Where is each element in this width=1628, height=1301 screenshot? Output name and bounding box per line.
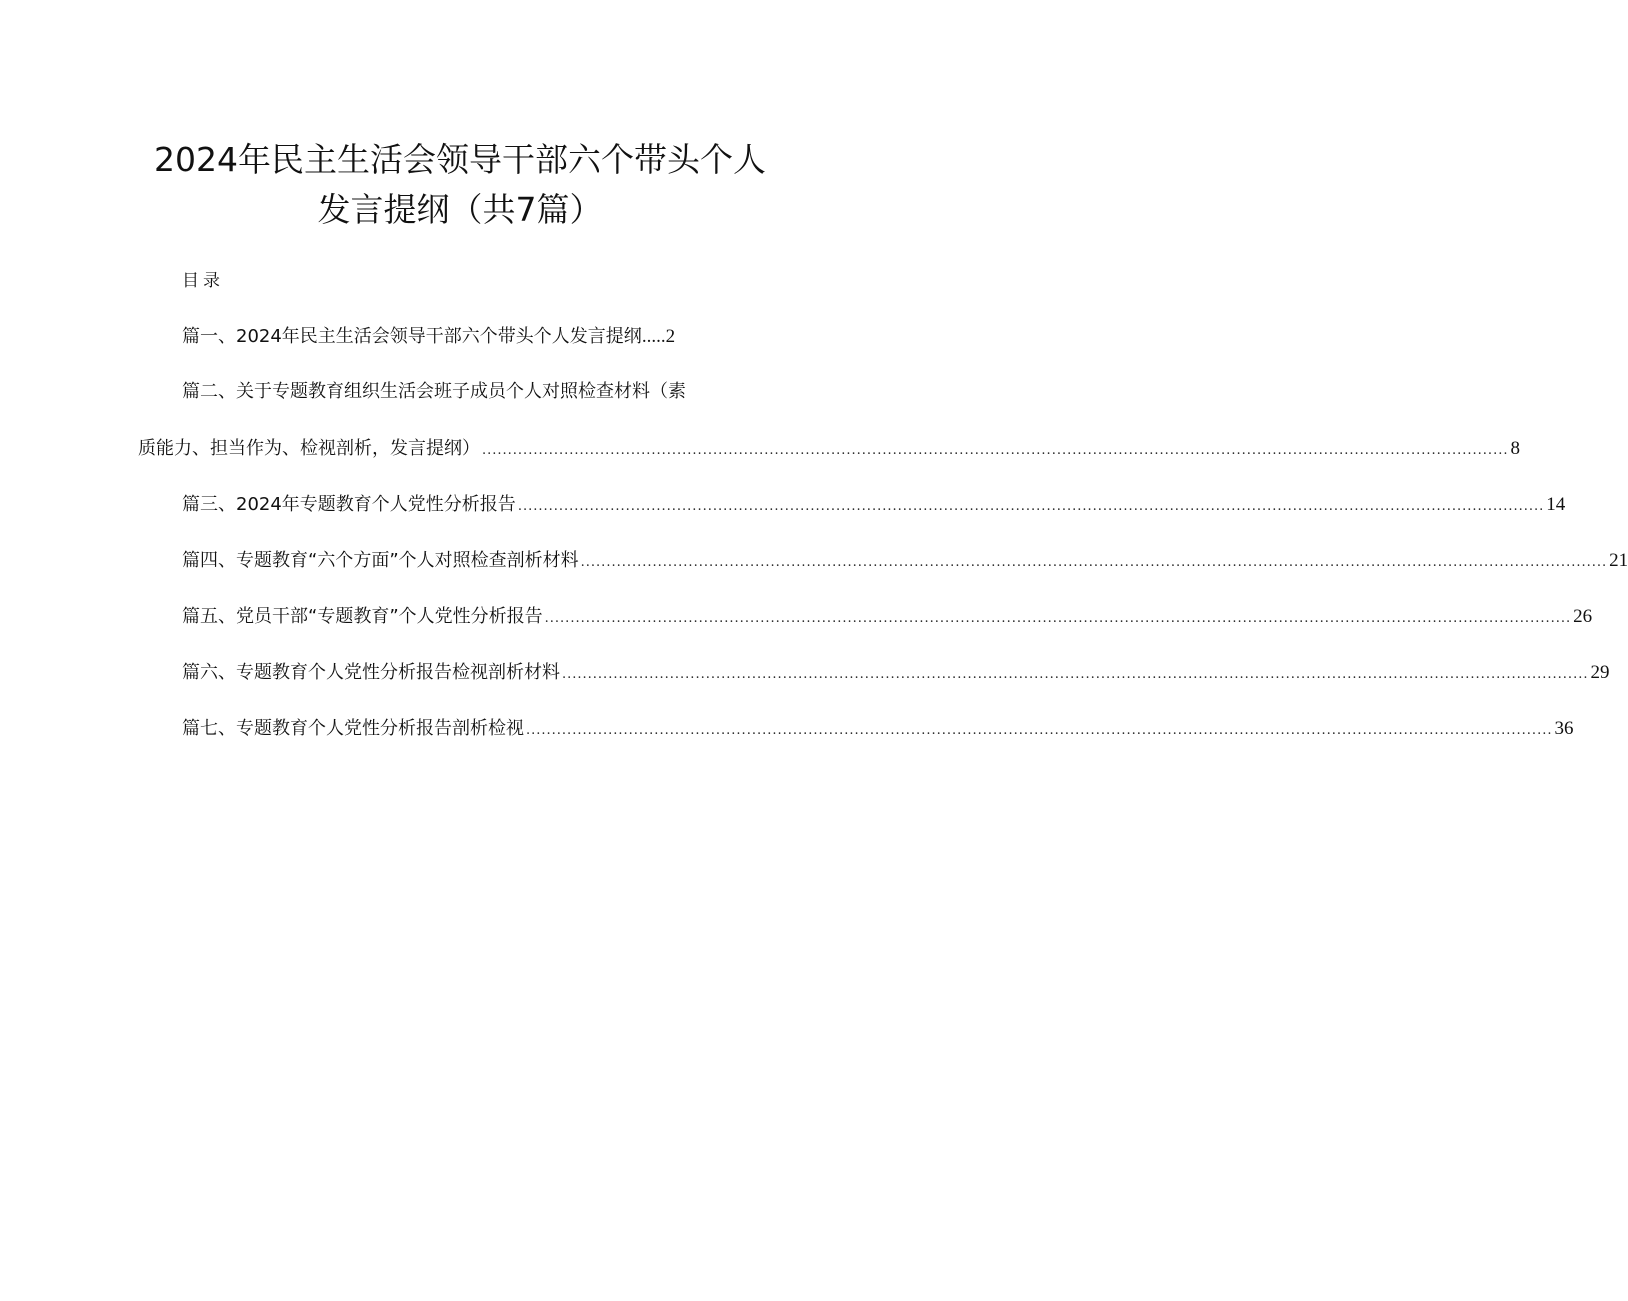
toc-entry-leader: ........................................................................................................................................................................................................ (562, 667, 1589, 682)
toc-heading: 目录 (182, 271, 224, 291)
toc-entry-page: 36 (1554, 718, 1574, 739)
toc-entry-label: 质能力、担当作为、检视剖析，发言提纲） (138, 438, 480, 459)
toc-entry-1[interactable] (182, 327, 675, 346)
toc-entry-page: 14 (1546, 494, 1566, 515)
toc-entry-label: 篇七、专题教育个人党性分析报告剖析检视 (182, 718, 524, 739)
toc-entry-leader: ........................................................................................................................................................................................................ (482, 443, 1509, 458)
toc-entry-label: 篇六、专题教育个人党性分析报告检视剖析材料 (182, 662, 560, 683)
toc-entry-5[interactable] (182, 606, 1593, 627)
toc-entry-page: 8 (1510, 438, 1520, 459)
toc-entry-4[interactable] (182, 550, 1628, 571)
toc-entry-label: 篇四、专题教育“六个方面”个人对照检查剖析材料 (182, 550, 579, 571)
toc-entry-2[interactable] (138, 438, 1520, 459)
toc-entry-page: 21 (1609, 550, 1628, 571)
document-title-line-2: 发言提纲（共7篇） (317, 190, 603, 229)
toc-entry-7[interactable] (182, 718, 1574, 739)
toc-entry-label: 篇三、2024年专题教育个人党性分析报告 (182, 494, 516, 515)
toc-entry-2-line-1[interactable]: 篇二、关于专题教育组织生活会班子成员个人对照检查材料（素 (182, 381, 686, 402)
toc-entry-6[interactable] (182, 662, 1610, 683)
toc-entry-3[interactable] (182, 494, 1566, 515)
toc-entry-page: 26 (1573, 606, 1593, 627)
toc-entry-leader: ........................................................................................................................................................................................................ (517, 499, 1545, 514)
toc-entry-leader: ........................................................................................................................................................................................................ (580, 555, 1608, 570)
toc-entry-label: 篇五、党员干部“专题教育”个人党性分析报告 (182, 606, 543, 627)
toc-entry-page: 2 (665, 326, 676, 347)
toc-entry-label: 篇一、2024年民主生活会领导干部六个带头个人发言提纲 (182, 326, 642, 347)
document-title-line-1: 2024年民主生活会领导干部六个带头个人 (154, 140, 766, 179)
toc-entry-leader: ........................................................................................................................................................................................................ (526, 723, 1553, 738)
toc-entry-page: 29 (1590, 662, 1610, 683)
toc-entry-leader: ........................................................................................................................................................................................................ (544, 611, 1572, 626)
toc-entry-leader: ..... (641, 326, 666, 347)
